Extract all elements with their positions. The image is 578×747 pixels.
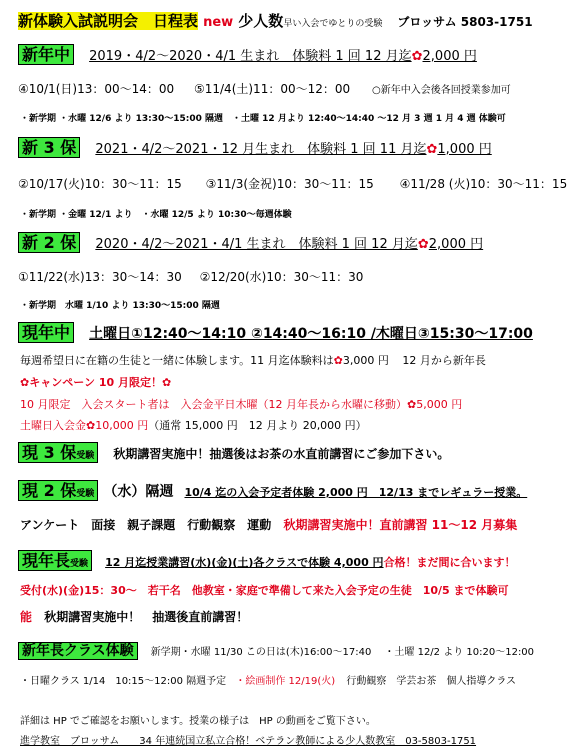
text: 能	[20, 610, 33, 624]
schedule-item: ④11/28 (火)10：30～11：15	[399, 177, 568, 191]
schedule-note: ○新年中入会後各回授業参加可	[371, 85, 511, 96]
section-text: 秋期講習実施中！抽選後はお茶の水直前講習にご参加下さい。	[113, 447, 450, 461]
text: ・絵画制作 12/19(火)	[235, 676, 336, 687]
text: 10 月限定 入会スタート者は 入会金平日木曜（12 月年長から水曜に移動）	[20, 398, 407, 411]
gennencho-line3	[20, 608, 248, 625]
topics	[20, 516, 517, 533]
section-shinnencho	[18, 640, 534, 660]
section-tag: 現 3 保受験	[18, 442, 98, 463]
new-label: new	[203, 15, 234, 30]
flower-icon: ✿	[161, 376, 172, 389]
section-note: ・新学期 ・金曜 12/1 より ・水曜 12/5 より 10:30～毎週体験	[20, 210, 292, 220]
section-note: ・新学期 ・水曜 12/6 より 13:30～15:00 隔週 ・土曜 12 月より 12:40～14:40 ～12 月 3 週 1 月 4 週 体験可	[20, 114, 506, 124]
section-gen2ho	[18, 478, 527, 501]
section-shin2ho	[18, 230, 483, 253]
schedule-item: ④10/1(日)13：00～14：00	[18, 82, 175, 96]
section-text-a: （水）隔週	[103, 484, 174, 500]
header	[18, 10, 533, 31]
text: 12 月から新年長	[402, 354, 486, 367]
section-tag: 新 3 保	[18, 137, 80, 158]
section-text: 新学期・水曜 11/30 この日は(木)16:00～17:40	[150, 647, 372, 658]
section-shin3ho	[18, 135, 492, 158]
flower-icon: ✿	[426, 142, 438, 157]
section-fee: 2,000 円	[422, 49, 477, 64]
text: （通常 15,000 円 12 月より 20,000 円）	[148, 419, 367, 432]
fee: 10,000 円	[95, 419, 149, 432]
gennenchu-line1	[20, 352, 486, 368]
topics-text: アンケート 面接 親子課題 行動観察 運動	[20, 518, 272, 532]
gennencho-line2: 受付(水)(金)15：30～ 若干名 他教室・家庭で準備して来た入会予定の生徒 10/5 まで体験可	[20, 584, 509, 597]
section-note: ・新学期 水曜 1/10 より 13:30～15:00 隔週	[20, 301, 220, 311]
slogan-small: 早い入会でゆとりの受験	[283, 19, 383, 29]
section-gennenchu	[18, 320, 533, 343]
section-red: 合格！まだ間に合います！	[383, 556, 516, 569]
section-text: 12 月迄授業講習(水)(金)(土)各クラスで体験 4,000 円	[105, 556, 384, 569]
schedule-row	[18, 80, 511, 97]
section-text: ・土曜 12/2 より 10:20～12:00	[384, 647, 535, 658]
slogan-big: 少人数	[238, 12, 284, 30]
school-phone: ブロッサム 5803-1751	[397, 15, 533, 29]
section-text-b: 10/4 迄の入会予定者体験 2,000 円 12/13 までレギュラー授業。	[184, 486, 528, 499]
text: 秋期講習実施中！ 抽選後直前講習！	[44, 610, 249, 624]
schedule-row	[18, 268, 363, 285]
section-tag: 新年長クラス体験	[18, 642, 138, 660]
flower-icon: ✿	[417, 237, 429, 252]
section-times: 土曜日①12:40～14:10 ②14:40～16:10 /木曜日③15:30～17:00	[89, 326, 533, 342]
gennenchu-line4	[20, 417, 367, 433]
flower-icon: ✿	[86, 419, 96, 432]
section-fee: 1,000 円	[437, 142, 492, 157]
schedule-row	[18, 175, 567, 192]
campaign-text: キャンペーン 10 月限定！	[29, 376, 162, 389]
flower-icon: ✿	[411, 49, 423, 64]
text: 毎週希望日に在籍の生徒と一緒に体験します。11 月迄体験料は	[20, 354, 334, 367]
fee: 5,000 円	[416, 398, 463, 411]
flower-icon: ✿	[407, 398, 417, 411]
text: 行動観察 学芸お茶 個人指導クラス	[346, 676, 517, 687]
shinnencho-line2	[20, 672, 516, 687]
flower-icon: ✿	[20, 376, 30, 389]
schedule-item: ①11/22(水)13：30～14：30	[18, 270, 182, 284]
text: ・日曜クラス 1/14 10:15～12:00 隔週予定	[20, 676, 227, 687]
section-gennencho	[18, 548, 516, 571]
schedule-item: ③11/3(金祝)10：30～11：15	[205, 177, 374, 191]
fee: 3,000 円	[342, 354, 389, 367]
footer-note: 詳細は HP でご確認をお願いします。授業の様子は HP の動画をご覧下さい。	[20, 716, 376, 727]
section-info: 2019・4/2～2020・4/1 生まれ 体験料 1 回 12 月迄	[89, 49, 412, 64]
section-fee: 2,000 円	[428, 237, 484, 252]
section-shinnenchu	[18, 42, 477, 65]
topics-red: 秋期講習実施中！直前講習 11～12 月募集	[283, 518, 518, 532]
page-title: 新体験入試説明会 日程表	[18, 12, 199, 30]
text: 土曜日入会金	[20, 419, 86, 432]
section-tag: 新年中	[18, 44, 74, 65]
section-info: 2021・4/2～2021・12 月生まれ 体験料 1 回 11 月迄	[95, 142, 427, 157]
section-info: 2020・4/2～2021・4/1 生まれ 体験料 1 回 12 月迄	[95, 237, 418, 252]
gennenchu-line3	[20, 396, 462, 412]
section-tag: 新 2 保	[18, 232, 80, 253]
section-tag: 現 2 保受験	[18, 480, 98, 501]
section-tag: 現年長受験	[18, 550, 92, 571]
footer-school: 進学教室 ブロッサム 34 年連続国立私立合格！ベテラン教師による少人数教室 03-5803-1751	[20, 736, 477, 747]
flower-icon: ✿	[333, 354, 343, 367]
schedule-item: ②10/17(火)10：30～11：15	[18, 177, 182, 191]
section-gen3ho	[18, 440, 449, 463]
schedule-item: ②12/20(水)10：30～11：30	[199, 270, 364, 284]
section-tag: 現年中	[18, 322, 74, 343]
schedule-item: ⑤11/4(土)11：00～12：00	[193, 82, 351, 96]
campaign	[20, 374, 171, 390]
